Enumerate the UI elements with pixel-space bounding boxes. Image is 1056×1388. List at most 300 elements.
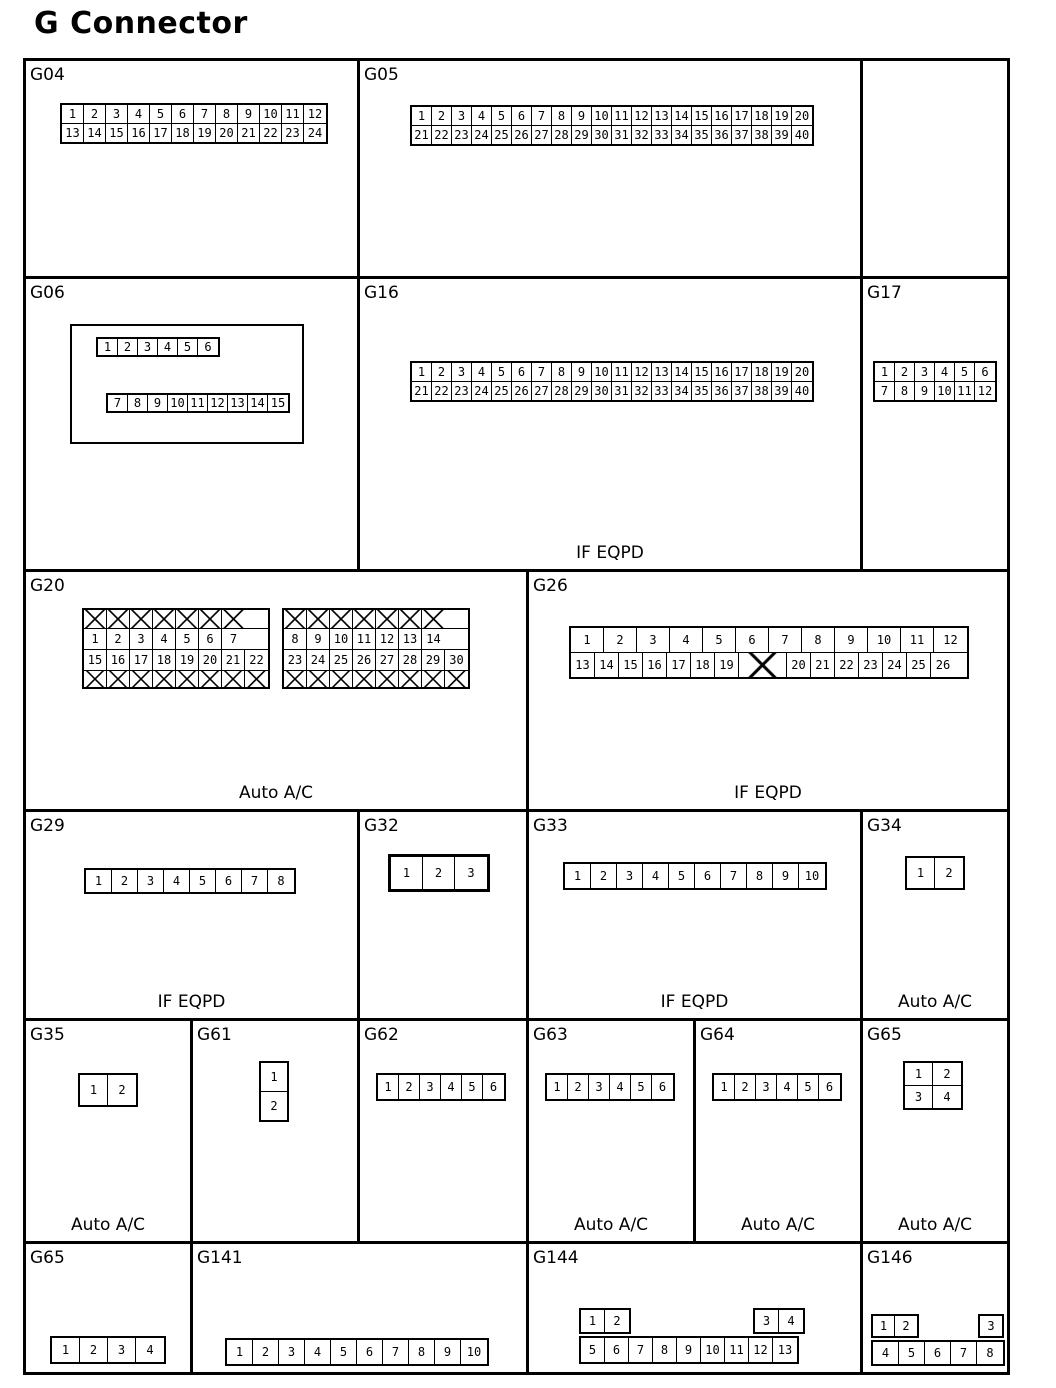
cell-g32 bbox=[357, 809, 529, 1021]
pin: 12 bbox=[632, 363, 652, 381]
pin: 10 bbox=[701, 1338, 725, 1362]
pin: 30 bbox=[592, 126, 612, 144]
pin: 2 bbox=[107, 629, 130, 649]
pin: 23 bbox=[452, 126, 472, 144]
connector-g64 bbox=[712, 1073, 842, 1101]
pin: 8 bbox=[128, 395, 148, 411]
pin: 9 bbox=[307, 629, 330, 649]
pin-block bbox=[388, 854, 490, 892]
cell-g26 bbox=[526, 569, 1010, 812]
cell-g17 bbox=[860, 276, 1010, 572]
blank-pin-x bbox=[222, 610, 245, 628]
cell-g05 bbox=[357, 58, 863, 279]
pin: 9 bbox=[677, 1338, 701, 1362]
pin-row bbox=[84, 649, 268, 670]
pin: 11 bbox=[725, 1338, 749, 1362]
blank-pin-x bbox=[107, 671, 130, 687]
pin-block bbox=[50, 1336, 166, 1364]
pin: 12 bbox=[307, 107, 323, 121]
cell-label: G141 bbox=[197, 1248, 243, 1268]
pin-block bbox=[259, 1061, 289, 1122]
cell-label: G29 bbox=[30, 816, 65, 836]
pin: 5 bbox=[492, 107, 512, 125]
pin-block bbox=[978, 1314, 1004, 1338]
pin: 1 bbox=[62, 105, 84, 123]
pin: 6 bbox=[925, 1342, 951, 1364]
pin: 13 bbox=[399, 629, 422, 649]
pin: 9 bbox=[148, 395, 168, 411]
pin: 8 bbox=[895, 382, 915, 400]
x-row bbox=[84, 610, 268, 628]
pin-block bbox=[60, 103, 328, 144]
cell-g61 bbox=[190, 1018, 360, 1244]
pin: 3 bbox=[589, 1075, 610, 1099]
pin: 7 bbox=[194, 105, 216, 123]
pin: 11 bbox=[188, 395, 208, 411]
connector-g61 bbox=[259, 1061, 289, 1122]
pin: 3 bbox=[637, 628, 670, 652]
pin: 12 bbox=[208, 395, 228, 411]
pin: 4 bbox=[164, 870, 190, 892]
pin: 11 bbox=[955, 382, 975, 400]
blank-pin-x bbox=[330, 671, 353, 687]
pin-row bbox=[80, 1075, 136, 1105]
pin: 4 bbox=[158, 339, 178, 355]
blank-pin-x bbox=[399, 610, 422, 628]
pin-row bbox=[86, 870, 294, 892]
pin: 24 bbox=[883, 653, 907, 677]
pin: 2 bbox=[432, 107, 452, 125]
pin: 4 bbox=[128, 105, 150, 123]
cell-g64 bbox=[693, 1018, 863, 1244]
pin: 18 bbox=[752, 107, 772, 125]
pin: 3 bbox=[106, 105, 128, 123]
pin-row bbox=[412, 125, 812, 144]
pin-block bbox=[106, 393, 290, 413]
pin: 6 bbox=[512, 107, 532, 125]
connector-g20-left bbox=[82, 608, 270, 689]
blank-pin-x bbox=[153, 610, 176, 628]
pin: 6 bbox=[695, 864, 721, 888]
connector-g06-lower bbox=[106, 393, 290, 413]
cell-note: Auto A/C bbox=[897, 1215, 973, 1235]
pin: 3 bbox=[130, 629, 153, 649]
pin: 2 bbox=[735, 1075, 756, 1099]
pin: 23 bbox=[859, 653, 883, 677]
pin: 24 bbox=[307, 650, 330, 670]
blank-pin-x bbox=[353, 610, 376, 628]
pin: 15 bbox=[270, 396, 286, 410]
pin: 37 bbox=[732, 126, 752, 144]
blank-pin-x bbox=[199, 610, 222, 628]
pin-row bbox=[284, 649, 468, 670]
pin: 5 bbox=[492, 363, 512, 381]
pin: 24 bbox=[472, 126, 492, 144]
pin: 21 bbox=[412, 382, 432, 400]
blank-pin-x bbox=[199, 671, 222, 687]
pin: 38 bbox=[752, 382, 772, 400]
pin: 3 bbox=[420, 1075, 441, 1099]
pin: 21 bbox=[412, 126, 432, 144]
pin: 13 bbox=[228, 395, 248, 411]
cell-label: G146 bbox=[867, 1248, 913, 1268]
pin-block bbox=[905, 856, 965, 890]
pin: 25 bbox=[330, 650, 353, 670]
blank-pin-x bbox=[422, 671, 445, 687]
pin: 10 bbox=[935, 382, 955, 400]
pin: 28 bbox=[399, 650, 422, 670]
pin-block bbox=[84, 868, 296, 894]
pin: 2 bbox=[253, 1340, 279, 1364]
pin: 7 bbox=[769, 628, 802, 652]
pin: 18 bbox=[153, 650, 176, 670]
pin: 7 bbox=[229, 632, 238, 646]
pin: 3 bbox=[452, 363, 472, 381]
pin: 4 bbox=[472, 363, 492, 381]
pin-block bbox=[871, 1340, 1005, 1366]
pin: 24 bbox=[307, 126, 323, 140]
blank-pin-x bbox=[176, 671, 199, 687]
pin-block bbox=[82, 608, 270, 689]
pin: 30 bbox=[592, 382, 612, 400]
pin: 13 bbox=[62, 124, 84, 142]
pin: 27 bbox=[532, 126, 552, 144]
cell-label: G64 bbox=[700, 1025, 735, 1045]
pin: 27 bbox=[532, 382, 552, 400]
pin-block bbox=[569, 626, 969, 679]
pin: 1 bbox=[52, 1338, 80, 1362]
pin-block bbox=[96, 337, 220, 357]
pin: 20 bbox=[794, 365, 810, 379]
connector-g144-top-left bbox=[579, 1308, 631, 1334]
cell-g33 bbox=[526, 809, 863, 1021]
pin: 12 bbox=[943, 633, 958, 647]
pin: 8 bbox=[986, 1346, 994, 1360]
pin: 8 bbox=[284, 629, 307, 649]
blank-pin-x bbox=[84, 671, 107, 687]
pin: 4 bbox=[777, 1075, 798, 1099]
pin-row bbox=[755, 1310, 803, 1332]
pin-block bbox=[282, 608, 470, 689]
pin-row bbox=[905, 1063, 961, 1085]
cell-label: G61 bbox=[197, 1025, 232, 1045]
pin: 3 bbox=[279, 1340, 305, 1364]
pin: 5 bbox=[581, 1338, 605, 1362]
pin: 9 bbox=[572, 107, 592, 125]
connector-g146-bottom bbox=[871, 1340, 1005, 1366]
pin-block bbox=[410, 361, 814, 402]
pin-block bbox=[753, 1308, 805, 1334]
pin: 7 bbox=[108, 395, 128, 411]
pin: 16 bbox=[643, 653, 667, 677]
pin: 10 bbox=[868, 628, 901, 652]
pin-row bbox=[378, 1075, 504, 1099]
pin: 14 bbox=[595, 653, 619, 677]
pin: 4 bbox=[643, 864, 669, 888]
blank-pin-x bbox=[330, 610, 353, 628]
pin: 4 bbox=[610, 1075, 631, 1099]
pin: 2 bbox=[423, 857, 455, 889]
pin: 1 bbox=[391, 857, 423, 889]
pin-block bbox=[712, 1073, 842, 1101]
pin-block bbox=[903, 1061, 963, 1110]
pin: 22 bbox=[249, 653, 264, 667]
pin-row bbox=[875, 363, 995, 381]
pin: 1 bbox=[227, 1340, 253, 1364]
pin-row bbox=[98, 339, 218, 355]
cell-note: IF EQPD bbox=[576, 543, 644, 563]
cell-note: Auto A/C bbox=[238, 783, 314, 803]
pin: 16 bbox=[107, 650, 130, 670]
cell-g144 bbox=[526, 1241, 863, 1375]
cell-label: G26 bbox=[533, 576, 568, 596]
pin: 4 bbox=[670, 628, 703, 652]
pin: 9 bbox=[238, 105, 260, 123]
pin: 11 bbox=[353, 629, 376, 649]
pin: 1 bbox=[873, 1316, 895, 1336]
pin: 32 bbox=[632, 126, 652, 144]
pin: 11 bbox=[282, 105, 304, 123]
pin: 25 bbox=[492, 126, 512, 144]
pin-row bbox=[261, 1091, 287, 1120]
pin: 16 bbox=[712, 107, 732, 125]
connector-g65-a bbox=[903, 1061, 963, 1110]
pin-row bbox=[108, 395, 288, 411]
cell-label: G17 bbox=[867, 283, 902, 303]
blank-pin-x bbox=[107, 610, 130, 628]
x-row bbox=[84, 670, 268, 687]
blank-pin-x bbox=[307, 610, 330, 628]
pin: 10 bbox=[466, 1345, 482, 1359]
pin: 6 bbox=[172, 105, 194, 123]
pin-row-split bbox=[571, 652, 967, 677]
pin: 17 bbox=[732, 107, 752, 125]
pin: 3 bbox=[617, 864, 643, 888]
pin: 1 bbox=[378, 1075, 399, 1099]
blank-pin-x bbox=[130, 610, 153, 628]
pin: 12 bbox=[632, 107, 652, 125]
connector-g35 bbox=[78, 1073, 138, 1107]
pin: 17 bbox=[732, 363, 752, 381]
pin: 6 bbox=[605, 1338, 629, 1362]
cell-label: G05 bbox=[364, 65, 399, 85]
connector-g05 bbox=[410, 105, 814, 146]
pin: 3 bbox=[108, 1338, 136, 1362]
connector-g146-top-left bbox=[871, 1314, 919, 1338]
pin: 3 bbox=[755, 1310, 779, 1332]
connector-g04 bbox=[60, 103, 328, 144]
pin: 2 bbox=[945, 866, 953, 880]
pin: 15 bbox=[84, 650, 107, 670]
pin: 20 bbox=[794, 109, 810, 123]
pin: 6 bbox=[489, 1080, 498, 1094]
pin: 8 bbox=[277, 874, 285, 888]
pin: 36 bbox=[712, 382, 732, 400]
pin-row bbox=[412, 363, 812, 381]
cell-label: G65 bbox=[867, 1025, 902, 1045]
pin: 35 bbox=[692, 382, 712, 400]
pin: 8 bbox=[747, 864, 773, 888]
pin: 16 bbox=[128, 124, 150, 142]
pin-row bbox=[565, 864, 825, 888]
blank-pin-x bbox=[153, 671, 176, 687]
pin: 7 bbox=[242, 870, 268, 892]
pin: 18 bbox=[752, 363, 772, 381]
pin: 7 bbox=[721, 864, 747, 888]
cell-g29 bbox=[23, 809, 360, 1021]
pin: 9 bbox=[435, 1340, 461, 1364]
pin: 2 bbox=[604, 628, 637, 652]
pin-row bbox=[412, 381, 812, 400]
pin: 1 bbox=[270, 1070, 278, 1084]
pin: 28 bbox=[552, 126, 572, 144]
pin: 6 bbox=[825, 1080, 834, 1094]
connector-g63 bbox=[545, 1073, 675, 1101]
pin-row bbox=[391, 857, 487, 889]
pin: 30 bbox=[449, 653, 464, 667]
pin: 5 bbox=[631, 1075, 652, 1099]
pin: 27 bbox=[376, 650, 399, 670]
pin-block bbox=[410, 105, 814, 146]
pin: 22 bbox=[432, 126, 452, 144]
pin: 2 bbox=[399, 1075, 420, 1099]
pin-block bbox=[871, 1314, 919, 1338]
connector-g65-b bbox=[50, 1336, 166, 1364]
pin: 12 bbox=[376, 629, 399, 649]
pin: 18 bbox=[691, 653, 715, 677]
cell-g65-a bbox=[860, 1018, 1010, 1244]
pin: 9 bbox=[572, 363, 592, 381]
pin: 22 bbox=[835, 653, 859, 677]
pin: 11 bbox=[901, 628, 934, 652]
pin: 34 bbox=[672, 382, 692, 400]
cell-g16 bbox=[357, 276, 863, 572]
pin: 5 bbox=[176, 629, 199, 649]
pin: 7 bbox=[532, 363, 552, 381]
pin: 4 bbox=[472, 107, 492, 125]
pin: 9 bbox=[773, 864, 799, 888]
pin: 36 bbox=[712, 126, 732, 144]
pin: 4 bbox=[873, 1342, 899, 1364]
cell-label: G62 bbox=[364, 1025, 399, 1045]
pin: 10 bbox=[804, 869, 820, 883]
cell-note: IF EQPD bbox=[660, 992, 729, 1012]
pin: 8 bbox=[216, 105, 238, 123]
pin: 17 bbox=[130, 650, 153, 670]
pin: 18 bbox=[172, 124, 194, 142]
pin: 4 bbox=[441, 1075, 462, 1099]
connector-g29 bbox=[84, 868, 296, 894]
pin: 29 bbox=[572, 126, 592, 144]
pin: 1 bbox=[714, 1075, 735, 1099]
cell-note: IF EQPD bbox=[734, 783, 802, 803]
pin: 2 bbox=[902, 1319, 910, 1333]
cell-label: G144 bbox=[533, 1248, 579, 1268]
pin: 5 bbox=[899, 1342, 925, 1364]
pin: 26 bbox=[512, 382, 532, 400]
pin: 15 bbox=[619, 653, 643, 677]
connector-g32 bbox=[388, 854, 490, 892]
pin-row bbox=[875, 381, 995, 400]
pin: 14 bbox=[672, 363, 692, 381]
pin: 19 bbox=[194, 124, 216, 142]
blank-pin-x bbox=[307, 671, 330, 687]
pin: 2 bbox=[118, 1083, 126, 1097]
pin: 39 bbox=[772, 126, 792, 144]
pin: 7 bbox=[951, 1342, 977, 1364]
pin-block bbox=[545, 1073, 675, 1101]
pin: 15 bbox=[692, 363, 712, 381]
pin: 1 bbox=[412, 363, 432, 381]
pin: 8 bbox=[653, 1338, 677, 1362]
pin-row bbox=[547, 1075, 673, 1099]
x-row bbox=[284, 610, 468, 628]
pin: 2 bbox=[118, 339, 138, 355]
connector-g06-upper bbox=[96, 337, 220, 357]
pin: 14 bbox=[248, 395, 268, 411]
pin: 14 bbox=[672, 107, 692, 125]
pin: 4 bbox=[305, 1340, 331, 1364]
pin: 6 bbox=[512, 363, 532, 381]
pin: 13 bbox=[652, 107, 672, 125]
pin: 1 bbox=[565, 864, 591, 888]
pin: 10 bbox=[592, 107, 612, 125]
pin: 4 bbox=[153, 629, 176, 649]
pin: 25 bbox=[492, 382, 512, 400]
pin: 6 bbox=[204, 340, 212, 354]
pin: 3 bbox=[987, 1319, 995, 1333]
connector-g141 bbox=[225, 1338, 489, 1366]
pin-block bbox=[225, 1338, 489, 1366]
pin: 19 bbox=[772, 107, 792, 125]
pin: 33 bbox=[652, 126, 672, 144]
pin: 32 bbox=[632, 382, 652, 400]
pin: 20 bbox=[199, 650, 222, 670]
connector-g144-top-right bbox=[753, 1308, 805, 1334]
cell-g04 bbox=[23, 58, 360, 279]
pin: 26 bbox=[353, 650, 376, 670]
pin: 15 bbox=[106, 124, 128, 142]
pin: 25 bbox=[907, 653, 931, 677]
cell-empty bbox=[860, 58, 1010, 279]
blank-pin-x bbox=[130, 671, 153, 687]
pin: 26 bbox=[512, 126, 532, 144]
pin: 35 bbox=[692, 126, 712, 144]
blank-pin-x bbox=[245, 671, 268, 687]
blank-pin-x bbox=[376, 671, 399, 687]
pin: 33 bbox=[652, 382, 672, 400]
pin: 5 bbox=[150, 105, 172, 123]
pin: 7 bbox=[532, 107, 552, 125]
pin: 19 bbox=[176, 650, 199, 670]
cell-note: Auto A/C bbox=[740, 1215, 816, 1235]
pin: 5 bbox=[703, 628, 736, 652]
pin: 7 bbox=[875, 382, 895, 400]
pin: 6 bbox=[199, 629, 222, 649]
cell-g63 bbox=[526, 1018, 696, 1244]
pin-row bbox=[284, 628, 468, 649]
pin: 17 bbox=[150, 124, 172, 142]
pin: 8 bbox=[409, 1340, 435, 1364]
pin: 40 bbox=[794, 384, 810, 398]
pin: 20 bbox=[787, 653, 811, 677]
connector-g146-top-right bbox=[978, 1314, 1004, 1338]
pin: 5 bbox=[462, 1075, 483, 1099]
pin-row bbox=[873, 1316, 917, 1336]
blank-pin-x bbox=[176, 610, 199, 628]
cell-g35 bbox=[23, 1018, 193, 1244]
pin: 3 bbox=[905, 1086, 933, 1108]
